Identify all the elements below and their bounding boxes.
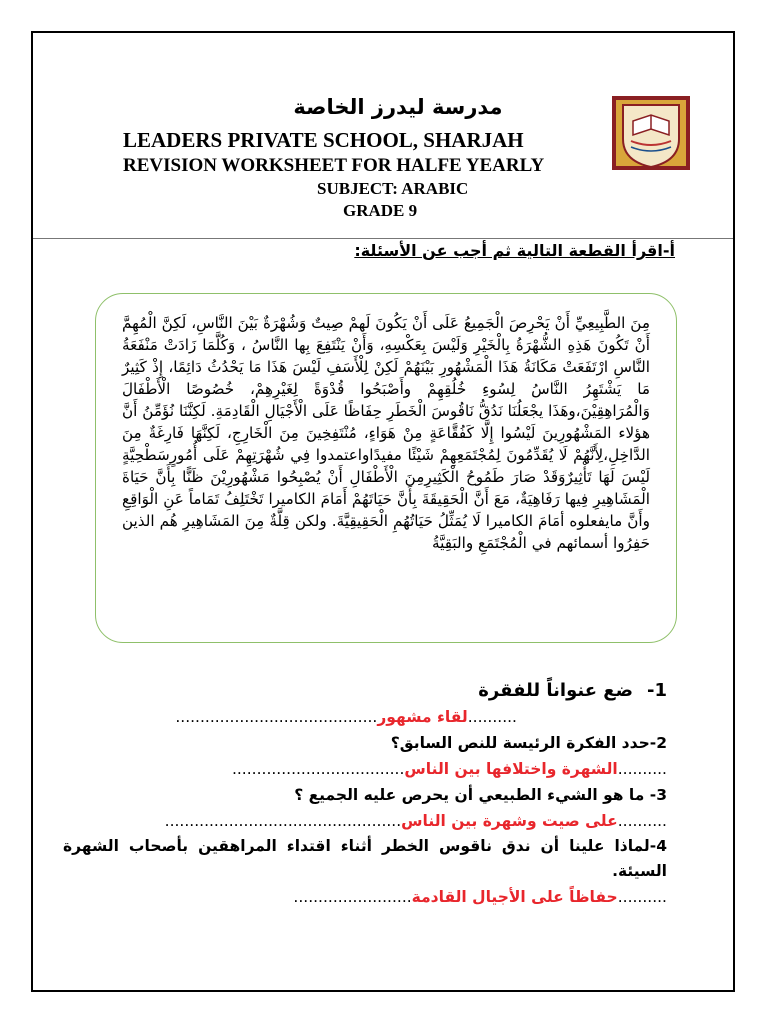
- question-number: 4-: [649, 837, 667, 855]
- answer-dots: ..........: [467, 708, 517, 726]
- passage-box: [95, 293, 677, 643]
- question-number: 3-: [649, 786, 667, 804]
- question-text: ما هو الشيء الطبيعي أن يحرص عليه الجميع ؟: [294, 786, 645, 804]
- questions-section: [63, 678, 703, 910]
- question-text: حدد الفكرة الرئيسة للنص السابق؟: [390, 734, 650, 752]
- answer-text: الشهرة واختلافها بين الناس: [404, 760, 618, 778]
- grade-label: GRADE 9: [343, 201, 418, 220]
- question-3: [63, 782, 667, 834]
- question-number: 1-: [646, 680, 667, 701]
- school-name-arabic: مدرسة ليدرز الخاصة: [293, 95, 503, 119]
- answer-dots: ........................: [293, 888, 412, 906]
- answer-dots: ..........: [617, 760, 667, 778]
- header: [33, 33, 733, 233]
- question-text: لماذا علينا أن ندق ناقوس الخطر أثناء اقتداء المراهقين بأصحاب الشهرة السيئة.: [63, 837, 667, 880]
- answer-dots: ..........: [617, 812, 667, 830]
- school-logo: [611, 95, 691, 171]
- answer-text: لقاء مشهور: [377, 708, 468, 726]
- school-name-english: LEADERS PRIVATE SCHOOL, SHARJAH: [123, 128, 524, 152]
- instruction: أ-اقرأ القطعة التالية ثم أجب عن الأسئلة:: [354, 241, 675, 260]
- question-text: ضع عنواناً للفقرة: [478, 680, 633, 701]
- worksheet-title: REVISION WORKSHEET FOR HALFE YEARLY: [123, 155, 545, 176]
- answer-text: حفاظاً على الأجيال القادمة: [411, 888, 618, 906]
- reading-passage: مِنَ الطَّبِيعِيِّ أَنْ يَحْرِصَ الْجَمِيعُ عَلَى أَنْ يَكُونَ لَهمْ صِيتٌ وَشُهْرَةٌ بَيْنَ النَّاسِ، لَكِنَّ الْمُهِمَّ أَنْ تَكُونَ هَذِهِ الشُّهْرَةُ بِالْخَيْرِ وَلَيْسَ بِعَكْسِهِ، وَأَنْ يَنْتَفِعَ بِها النَّاسُ ، وَكُلَّمَا زَادَتْ مَنْفَعَةُ النَّاسِ ارْتَفَعَتْ مَكَانَةُ هَذَا الْمَشْهُورِ بَيْنَهُمْ لَكِنْ لِلْأَسَفِ لَيْسَ هَذَا مَا يَحْدُثُ دَائِمًا، إِذْ كَثِيرٌ مَا يَشْتَهِرُ النَّاسُ لِسُوءِ خُلُقِهِمْ وأَصْبَحُوا قُدْوَةً لِغَيْرِهِمْ، خُصُوصًا الْأَطْفَالَ وَالْمُرَاهِقِيْنَ،وهَذَا يجْعَلُنَا نَدُقُّ نَاقُوسَ الْخَطَرِ حِفَاظًا عَلَى الْأَجْيَالِ الْقَادِمَةِ. لَكِنَّنَا نُؤَمِّنُ أَنَّ هؤلاء المَشْهُورِينَ لَيْسُوا إِلَّا كَفُقَّاعَةٍ مِنْ هَوَاءٍ، مُنْتَفِخِينَ مِنَ الْخَارِجِ، لَكِنَّهَا فَارِغَةٌ مِنَ الدَّاخِلِ،لِأَنَّهُمْ لَا يُقَدِّمُونَ لِمُجْتَمَعِهِمْ شَيْئًا مفيدًاواعتمدوا فِي شُهْرَتِهِمْ عَلَى أُمُورٍسَطْحِيَّةٍ لَيْسَ لَهَا تَأْثِيرٌوَقَدْ صَارَ طَمُوحُ الْكَثِيرِمِنَ الْأَطْفَالِ أَنْ يُصْبِحُوا مَشْهُورِيْنَ ظَنًّا بِأَنَّ حَيَاةَ الْمَشَاهِيرِ فِيها رَفَاهِيَةٌ، مَعَ أَنَّ الْحَقِيقَةَ بِأَنَّ حَيَاتَهُمْ أَمَامَ الكاميرا تَخْتَلِفُ تَمَاماً عَنِ الْوَاقِعِ وأَنَّ مايفعلوه أمَامَ الكاميرا لَا يُمَثِّلُ حَيَاتُهُمِ الْحَقِيقِيَّةَ. ولكن قِلَّةٌ مِنَ المَشَاهِيرِ هُم الذين حَفِرُوا أسمائهم في الْمُجْتَمَعِ والبَقِيَّةُ: [122, 314, 650, 552]
- answer-dots: ...................................: [231, 760, 405, 778]
- question-1: [63, 678, 667, 730]
- question-number: 2-: [649, 734, 667, 752]
- subject-label: SUBJECT: ARABIC: [317, 179, 469, 198]
- answer-dots: .........................................: [175, 708, 378, 726]
- question-4: [63, 834, 667, 910]
- answer-text: على صيت وشهرة بين الناس: [401, 812, 618, 830]
- answer-dots: ..........: [617, 888, 667, 906]
- answer-dots: ................................................: [164, 812, 402, 830]
- page-frame: [31, 31, 735, 992]
- header-divider: [33, 238, 733, 239]
- question-2: [63, 730, 667, 782]
